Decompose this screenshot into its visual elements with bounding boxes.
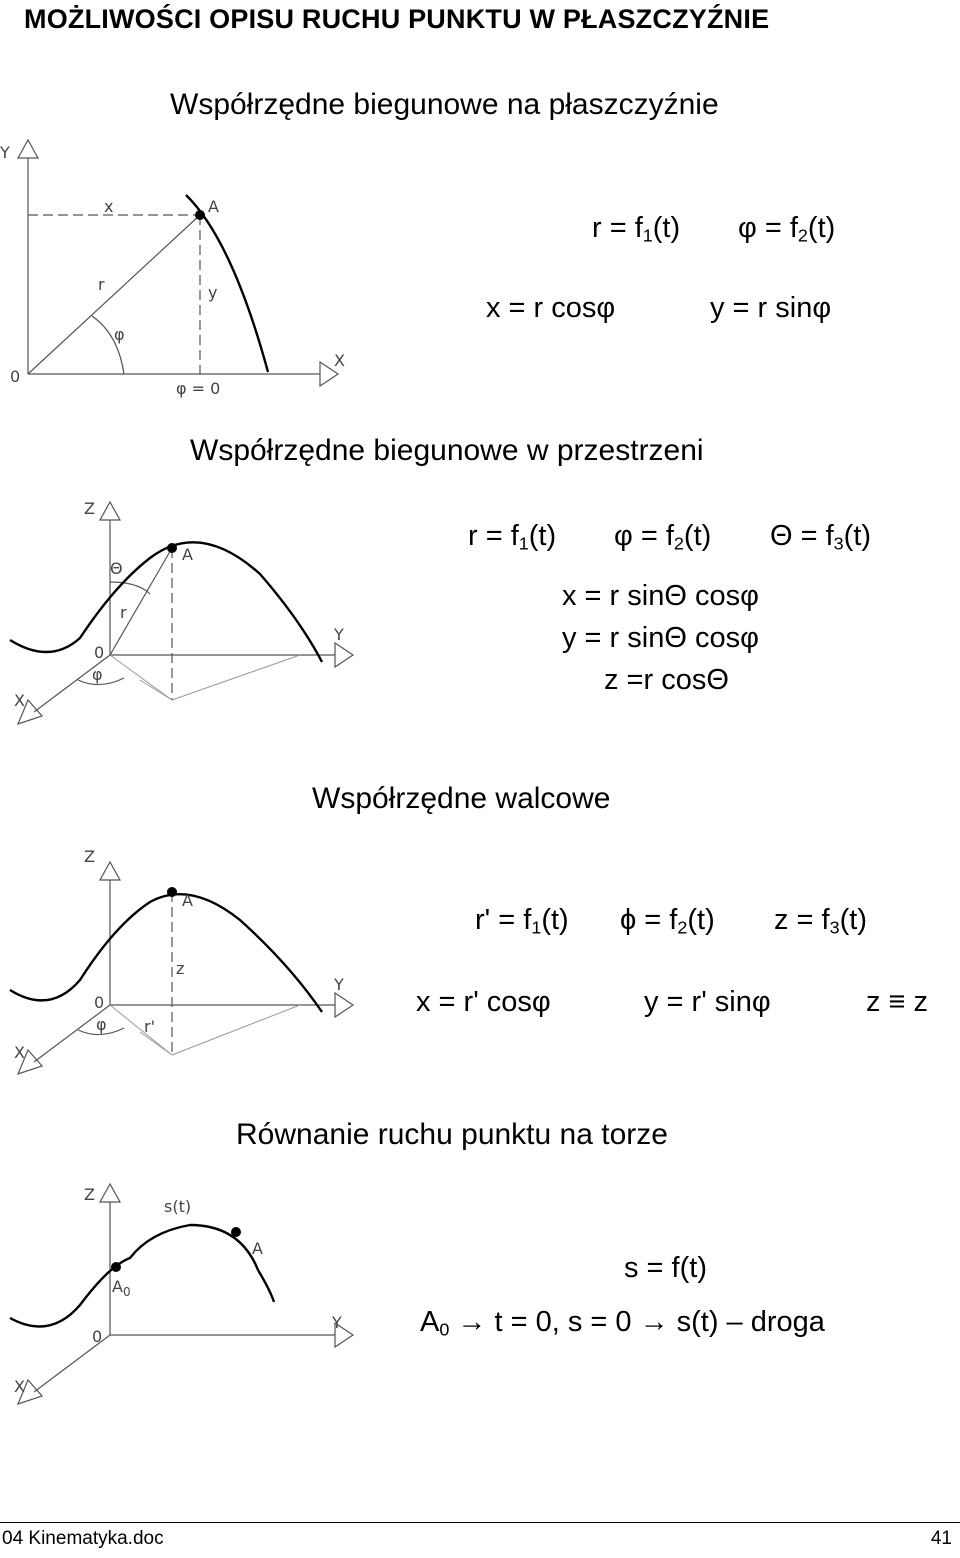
footer-rule — [0, 1522, 960, 1523]
equation-y-cyl: y = r' sinφ — [644, 986, 771, 1018]
equation-x: x = r cosφ — [486, 292, 616, 324]
fig3-label-phi: φ — [96, 1015, 107, 1034]
section-heading-cylindrical: Współrzędne walcowe — [312, 782, 611, 815]
equation-y-space: y = r sinΘ cosφ — [562, 622, 759, 654]
fig4-label-s: s(t) — [164, 1197, 192, 1216]
equation-s: s = f(t) — [624, 1252, 707, 1284]
equation-theta-space: $\Theta = f_3(t)$ — [770, 520, 872, 554]
fig3-label-origin: 0 — [94, 993, 105, 1012]
fig4-label-origin: 0 — [92, 1327, 103, 1346]
equation-initial: $A_0 \to t = 0$, s = 0 → s(t) – droga — [420, 1306, 825, 1340]
fig3-label-Y: Y — [334, 975, 344, 994]
fig2-label-phi: φ — [92, 665, 103, 684]
fig4-label-A: A — [252, 1239, 263, 1258]
fig1-label-y: y — [208, 283, 218, 302]
fig2-label-X: X — [14, 691, 25, 710]
section-heading-polar-plane: Współrzędne biegunowe na płaszczyźnie — [170, 88, 719, 121]
page-title: MOŻLIWOŚCI OPISU RUCHU PUNKTU W PŁASZCZYŹNIE — [24, 4, 770, 34]
footer-filename: 04 Kinematyka.doc — [2, 1528, 164, 1549]
footer-page-number: 41 — [930, 1528, 952, 1549]
equation-phi-space: $\varphi = f_2(t)$ — [614, 520, 712, 554]
fig1-label-A: A — [208, 197, 219, 216]
equation-r-cyl: $r' = f_1(t)$ — [475, 904, 569, 938]
equation-phi: $\varphi = f_2(t)$ — [738, 212, 836, 246]
trajectory-diagram — [0, 1170, 380, 1420]
equation-z-space: z =r cosΘ — [604, 664, 729, 696]
fig1-label-X: X — [334, 351, 345, 370]
fig2-label-Y: Y — [334, 625, 344, 644]
fig2-label-r: r — [120, 603, 127, 622]
cylindrical-diagram — [0, 840, 380, 1090]
fig1-label-phi-zero: φ = 0 — [176, 379, 221, 398]
equation-r: $r = f_1(t)$ — [592, 212, 681, 246]
fig1-label-Y: Y — [0, 143, 10, 162]
section-heading-polar-space: Współrzędne biegunowe w przestrzeni — [190, 434, 704, 467]
equation-x-space: x = r sinΘ cosφ — [562, 580, 759, 612]
equation-y: y = r sinφ — [710, 292, 832, 324]
fig4-label-Z: Z — [84, 1185, 95, 1204]
polar-space-diagram — [0, 490, 380, 740]
fig4-label-X: X — [14, 1377, 25, 1396]
equation-x-cyl: x = r' cosφ — [416, 986, 551, 1018]
fig3-label-A: A — [182, 891, 193, 910]
fig1-label-phi: φ — [114, 325, 125, 344]
fig2-label-Z: Z — [84, 499, 95, 518]
fig4-label-A0: $A_0$ — [112, 1277, 131, 1299]
fig3-label-X: X — [14, 1043, 25, 1062]
polar-plane-diagram — [0, 130, 380, 410]
equation-z-cyl: $z = f_3(t)$ — [774, 904, 867, 938]
equation-phi-cyl: $\phi = f_2(t)$ — [620, 904, 715, 938]
equation-r-space: $r = f_1(t)$ — [468, 520, 557, 554]
fig2-label-theta: Θ — [110, 559, 123, 578]
fig1-label-r: r — [98, 275, 105, 294]
fig3-label-z: z — [176, 959, 185, 978]
fig3-label-r: r' — [144, 1017, 155, 1036]
fig1-label-origin: 0 — [10, 367, 21, 386]
section-heading-trajectory: Równanie ruchu punktu na torze — [236, 1118, 668, 1151]
fig2-label-origin: 0 — [94, 643, 105, 662]
fig3-label-Z: Z — [84, 847, 95, 866]
fig4-label-Y: Y — [332, 1313, 342, 1332]
fig1-label-x: x — [104, 197, 114, 216]
fig2-label-A: A — [182, 545, 193, 564]
equation-z-identity: z ≡ z — [866, 986, 929, 1018]
